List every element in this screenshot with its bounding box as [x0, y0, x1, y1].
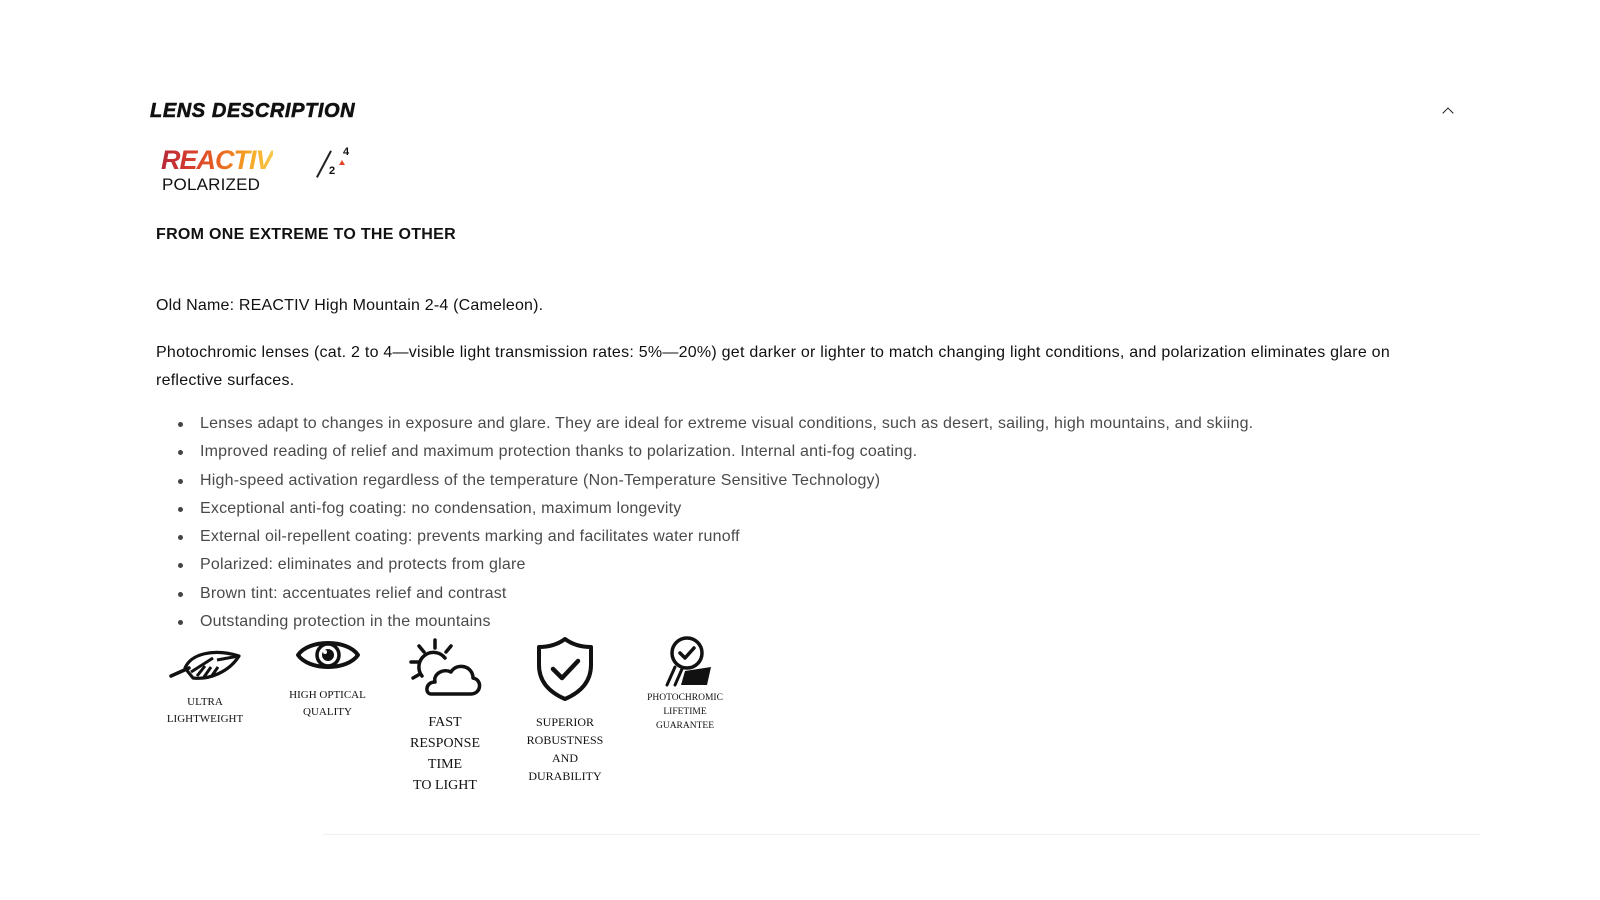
list-item: External oil-repellent coating: prevents marking and facilitates water runoff [200, 523, 1253, 551]
badge-check-icon [655, 635, 715, 687]
lens-description-toggle[interactable] [150, 96, 1462, 126]
sun-cloud-icon [405, 636, 485, 698]
logo-range-bottom: 2 [329, 165, 336, 177]
feature-label: ULTRA LIGHTWEIGHT [166, 696, 244, 725]
feature-high-optical-quality [280, 635, 375, 721]
list-item: Improved reading of relief and maximum protection thanks to polarization. Internal anti-fog coating. [200, 438, 1253, 466]
feature-robustness [515, 635, 615, 785]
section-divider [323, 834, 1481, 835]
list-item: Exceptional anti-fog coating: no condensation, maximum longevity [200, 495, 1253, 523]
feature-label: PHOTOCHROMIC LIFETIME GUARANTEE [647, 693, 723, 731]
logo-brand: REACTIV [161, 145, 273, 175]
logo-range-top: 4 [343, 146, 350, 158]
feather-icon [167, 646, 243, 686]
list-item: Brown tint: accentuates relief and contrast [200, 580, 1253, 608]
chevron-up-icon[interactable] [1442, 105, 1454, 117]
shield-check-icon [535, 635, 595, 703]
tagline: FROM ONE EXTREME TO THE OTHER [156, 226, 456, 243]
feature-label: FAST RESPONSE TIME TO LIGHT [409, 715, 481, 793]
logo-subtitle: POLARIZED [162, 175, 261, 194]
feature-label: SUPERIOR ROBUSTNESS AND DURABILITY [526, 715, 604, 783]
list-item: High-speed activation regardless of the temperature (Non-Temperature Sensitive Technology) [200, 467, 1253, 495]
feature-label: HIGH OPTICAL QUALITY [289, 689, 366, 718]
feature-fast-response [400, 636, 490, 796]
list-item: Lenses adapt to changes in exposure and glare. They are ideal for extreme visual conditions, such as desert, sailing, high mountains, and skiing. [200, 410, 1253, 438]
list-item: Polarized: eliminates and protects from glare [200, 551, 1253, 579]
feature-ultra-lightweight [160, 650, 250, 728]
intro-paragraph: Photochromic lenses (cat. 2 to 4—visible light transmission rates: 5%—20%) get darker or lighter to match changing light conditions, and polarization eliminates glare on reflective surfaces. [156, 344, 1390, 389]
old-name: Old Name: REACTIV High Mountain 2-4 (Cameleon). [156, 297, 544, 314]
feature-list [160, 410, 1253, 636]
list-item: Outstanding protection in the mountains [200, 608, 1253, 636]
reactiv-polarized-logo [161, 146, 361, 198]
section-title: LENS DESCRIPTION [150, 99, 356, 122]
logo-triangle-icon [339, 160, 345, 165]
eye-icon [295, 635, 361, 675]
feature-lifetime-guarantee [640, 635, 730, 733]
